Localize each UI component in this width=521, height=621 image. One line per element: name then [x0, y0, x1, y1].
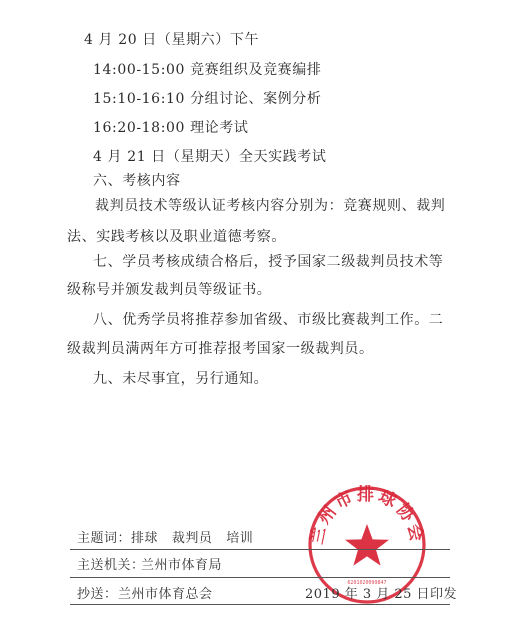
paragraph-line: 九、未尽事宜，另行通知。 — [93, 371, 269, 387]
paragraph-line: 裁判员技术等级认证考核内容分别为：竞赛规则、裁判 — [95, 198, 446, 214]
sent-to-value: 兰州市体育局 — [141, 558, 223, 573]
cc-label: 抄送： — [77, 587, 118, 602]
svg-text:6201020099847: 6201020099847 — [347, 580, 387, 586]
subject-terms: 排球 裁判员 培训 — [131, 531, 254, 546]
footer-divider — [70, 549, 450, 550]
footer-divider — [70, 604, 450, 605]
paragraph-line: 七、学员考核成绩合格后，授予国家二级裁判员技术等 — [93, 254, 444, 270]
footer-divider — [70, 577, 450, 578]
paragraph-line: 级称号并颁发裁判员等级证书。 — [67, 282, 272, 298]
schedule-item-line: 16:20-18:00 理论考试 — [93, 120, 249, 136]
star-icon — [345, 524, 389, 566]
schedule-item-line: 14:00-15:00 竞赛组织及竞赛编排 — [93, 62, 322, 78]
subject-label: 主题词： — [77, 531, 132, 546]
paragraph-line: 八、优秀学员将推荐参加省级、市级比赛裁判工作。二 — [93, 312, 444, 328]
section-heading: 六、考核内容 — [93, 173, 181, 189]
schedule-date-line: 4 月 21 日（星期天）全天实践考试 — [93, 149, 327, 165]
schedule-date-line: 4 月 20 日（星期六）下午 — [84, 32, 260, 48]
schedule-item-line: 15:10-16:10 分组讨论、案例分析 — [93, 91, 322, 107]
seal-org-name: 兰州市排球协会 — [307, 485, 427, 547]
cc-value: 兰州市体育总会 — [118, 587, 213, 602]
sent-to-label: 主送机关： — [77, 558, 145, 573]
paragraph-line: 法、实践考核以及职业道德考察。 — [67, 229, 286, 245]
print-date: 2019 年 3 月 25 日印发 — [305, 587, 458, 602]
paragraph-line: 级裁判员满两年方可推荐报考国家一级裁判员。 — [67, 341, 374, 357]
